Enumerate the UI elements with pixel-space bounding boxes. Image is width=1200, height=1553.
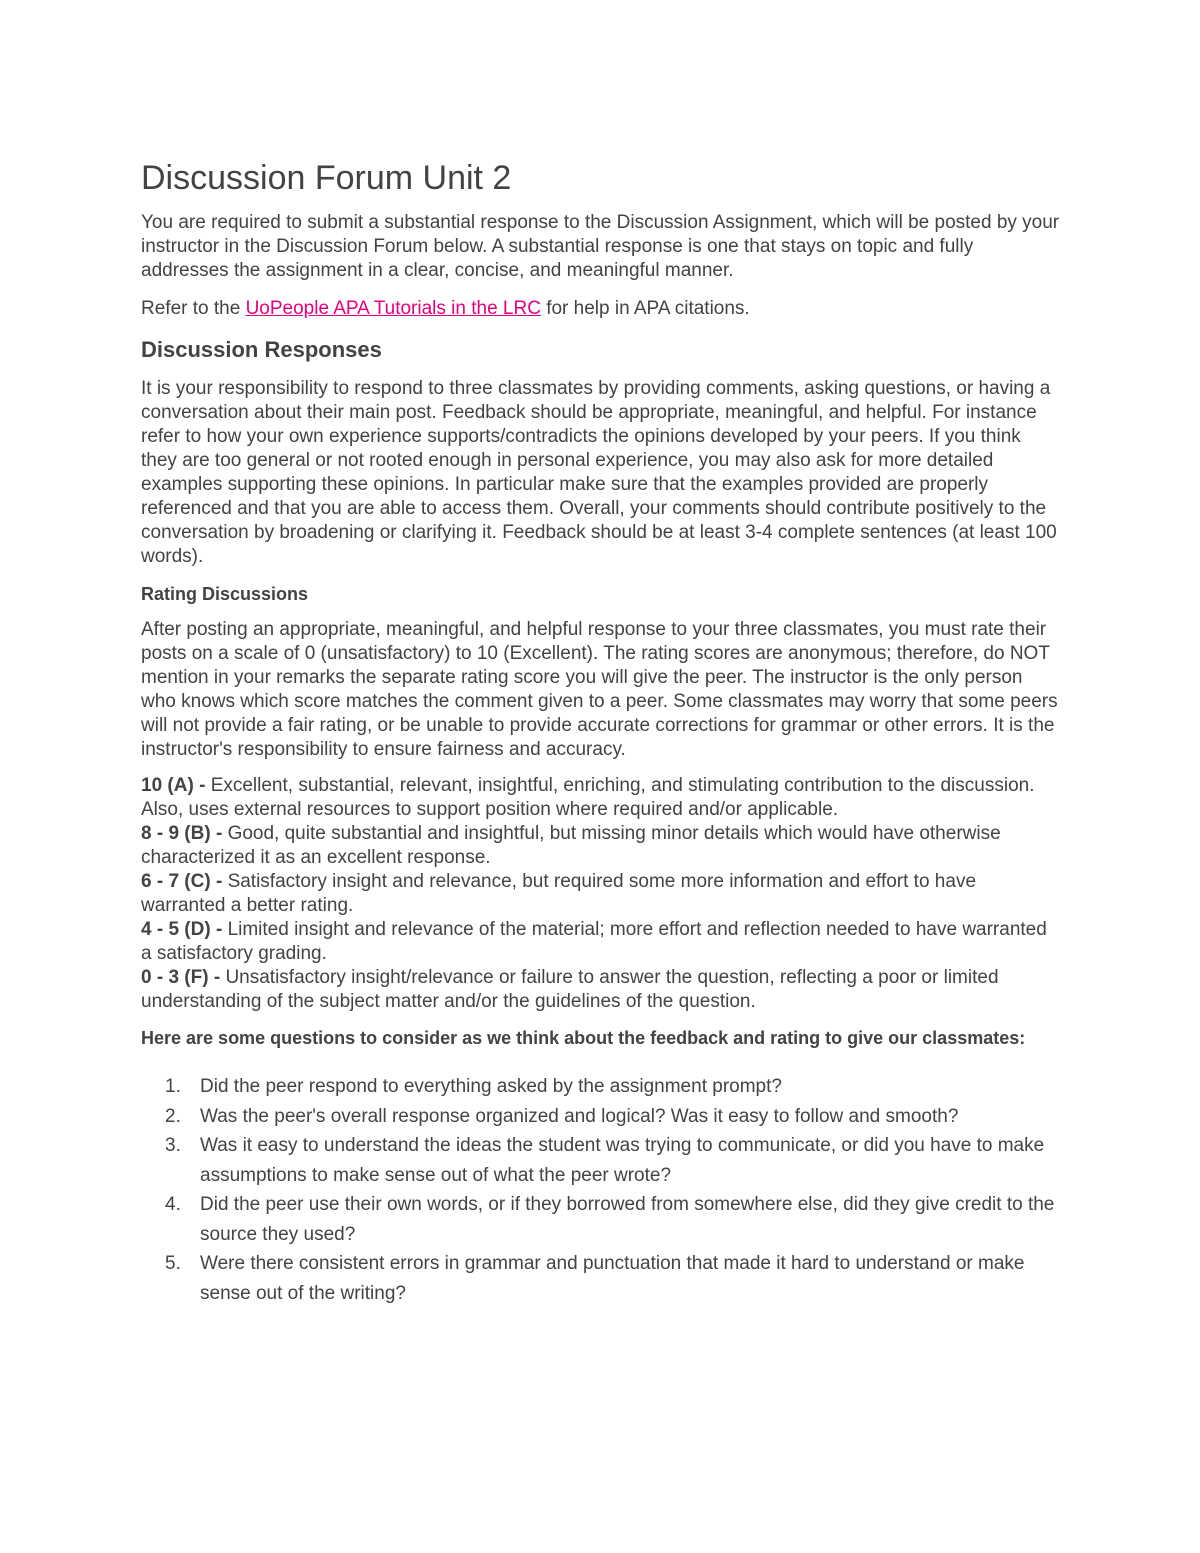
refer-text-before: Refer to the — [141, 298, 246, 319]
rating-discussions-heading: Rating Discussions — [141, 584, 309, 604]
grade-label: 6 - 7 (C) - — [141, 871, 228, 892]
list-item-text: Did the peer respond to everything asked by the assignment prompt? — [200, 1076, 782, 1097]
feedback-questions-list — [141, 1072, 1061, 1308]
grade-label: 0 - 3 (F) - — [141, 967, 226, 988]
apa-tutorials-link[interactable]: UoPeople APA Tutorials in the LRC — [245, 298, 541, 319]
grade-b — [141, 822, 1061, 870]
list-item-text: Did the peer use their own words, or if they borrowed from somewhere else, did they give credit to the source they used? — [200, 1194, 1055, 1245]
grade-text: Good, quite substantial and insightful, but missing minor details which would have otherwise characterized it as an excellent response. — [141, 823, 1001, 868]
apa-reference-paragraph — [141, 297, 1061, 321]
refer-text-after: for help in APA citations. — [540, 298, 750, 319]
list-number: 1. — [165, 1076, 181, 1097]
grade-label: 10 (A) - — [141, 775, 211, 796]
grade-text: Excellent, substantial, relevant, insightful, enriching, and stimulating contribution to the discussion. Also, uses external resources to support position where required and/or applicable. — [141, 775, 1035, 820]
grade-f — [141, 966, 1061, 1014]
discussion-responses-heading: Discussion Responses — [141, 337, 382, 362]
grade-c — [141, 870, 1061, 918]
grade-text: Limited insight and relevance of the material; more effort and reflection needed to have warranted a satisfactory grading. — [141, 919, 1047, 964]
list-number: 5. — [165, 1253, 181, 1274]
document-content — [141, 157, 1061, 1308]
discussion-responses-body: It is your responsibility to respond to three classmates by providing comments, asking questions, or having a conversation about their main post. Feedback should be appropriate, meaningful, and helpful. For instance refer to how your own experience supports/contradicts the opinions developed by your peers. If you think they are too general or not rooted enough in personal experience, you may also ask for more detailed examples supporting these opinions. In particular make sure that the examples provided are properly referenced and that you are able to access them. Overall, your comments should contribute positively to the conversation by broadening or clarifying it. Feedback should be at least 3-4 complete sentences (at least 100 words). — [141, 378, 1057, 567]
grade-text: Satisfactory insight and relevance, but required some more information and effort to have warranted a better rating. — [141, 871, 977, 916]
list-item-text: Was it easy to understand the ideas the student was trying to communicate, or did you have to make assumptions to make sense out of what the peer wrote? — [200, 1135, 1045, 1186]
grade-label: 8 - 9 (B) - — [141, 823, 228, 844]
intro-paragraph: You are required to submit a substantial response to the Discussion Assignment, which will be posted by your instructor in the Discussion Forum below. A substantial response is one that stays on topic and fully addresses the assignment in a clear, concise, and meaningful manner. — [141, 212, 1060, 281]
page-title: Discussion Forum Unit 2 — [141, 159, 512, 197]
list-item — [141, 1102, 1061, 1132]
list-item — [141, 1072, 1061, 1102]
grade-a — [141, 774, 1061, 822]
list-item — [141, 1190, 1061, 1249]
rating-discussions-body: After posting an appropriate, meaningful, and helpful response to your three classmates, you must rate their posts on a scale of 0 (unsatisfactory) to 10 (Excellent). The rating scores are anonymous; therefore, do NOT mention in your remarks the separate rating score you will give the peer. The instructor is the only person who knows which score matches the comment given to a peer. Some classmates may worry that some peers will not provide a fair rating, or be unable to provide accurate corrections for grammar or other errors. It is the instructor's responsibility to ensure fairness and accuracy. — [141, 619, 1058, 760]
list-item — [141, 1249, 1061, 1308]
list-number: 2. — [165, 1105, 181, 1127]
list-item-text: Were there consistent errors in grammar and punctuation that made it hard to understand or make sense out of the writing? — [200, 1253, 1025, 1304]
list-item-text: Was the peer's overall response organized and logical? Was it easy to follow and smooth? — [200, 1105, 959, 1127]
grading-scale — [141, 774, 1061, 1014]
list-number: 4. — [165, 1194, 181, 1215]
list-number: 3. — [165, 1135, 181, 1156]
consider-questions-heading: Here are some questions to consider as we think about the feedback and rating to give our classmates: — [141, 1028, 1026, 1048]
grade-d — [141, 918, 1061, 966]
grade-label: 4 - 5 (D) - — [141, 919, 228, 940]
grade-text: Unsatisfactory insight/relevance or failure to answer the question, reflecting a poor or limited understanding of the subject matter and/or the guidelines of the question. — [141, 967, 999, 1012]
list-item — [141, 1131, 1061, 1190]
